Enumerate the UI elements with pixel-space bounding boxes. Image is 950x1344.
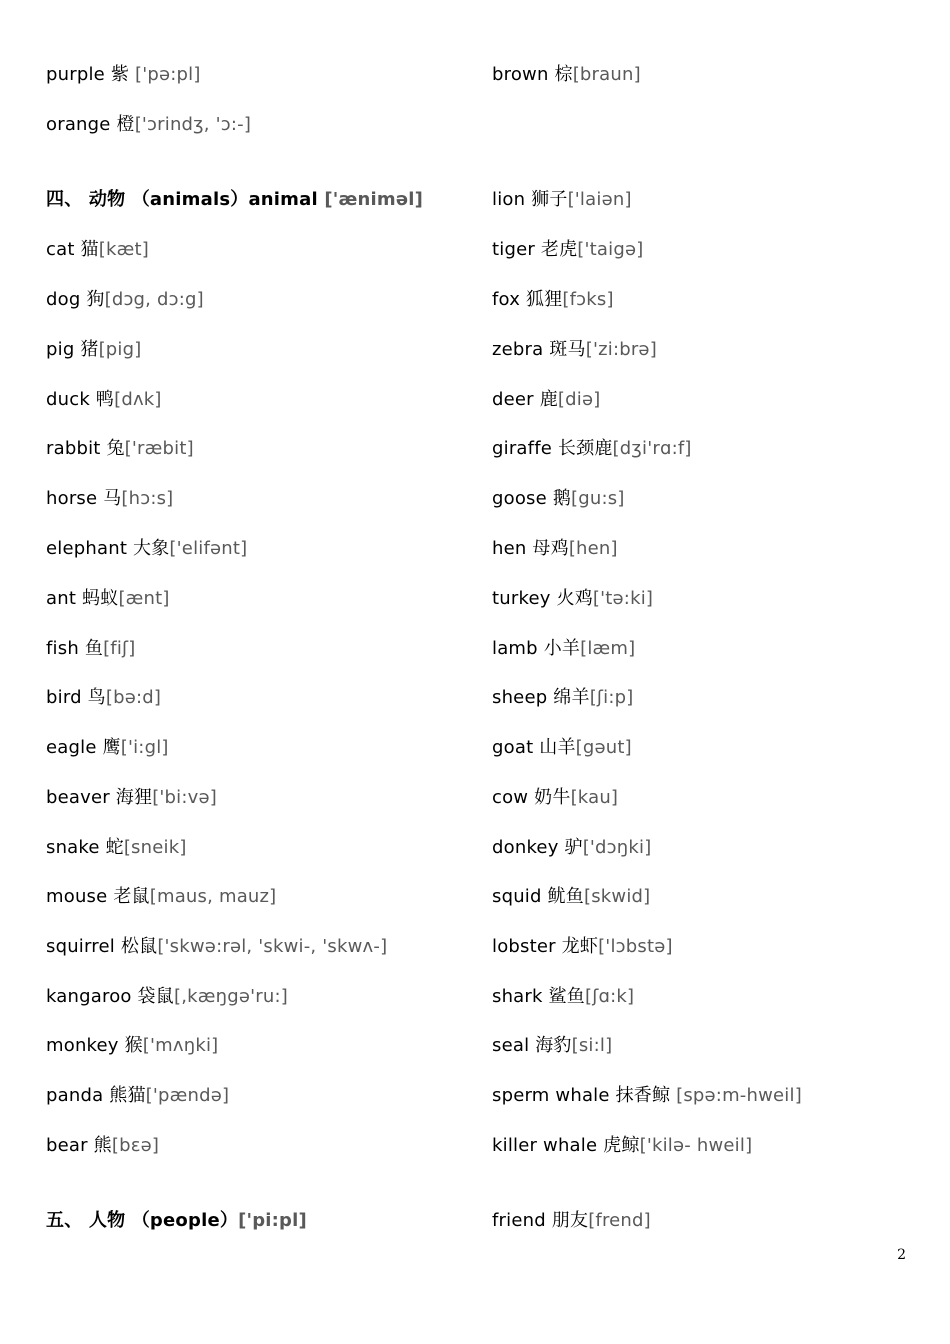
english-word: sperm whale — [492, 1085, 610, 1106]
english-word: lion — [492, 189, 526, 210]
english-word: panda — [46, 1085, 104, 1106]
chinese-translation: 鸭 — [89, 389, 115, 410]
english-word: squid — [492, 886, 542, 907]
phonetic-transcription: [dʒi'rɑ:f] — [612, 438, 692, 459]
phonetic-transcription: [sneik] — [123, 837, 187, 858]
phonetic-transcription: ['elifənt] — [169, 538, 248, 559]
vocab-entry — [492, 1135, 752, 1157]
chinese-translation: 长颈鹿 — [552, 438, 613, 459]
vocab-entry — [492, 189, 632, 211]
english-word: eagle — [46, 737, 97, 758]
vocab-entry — [46, 886, 276, 908]
phonetic-transcription: ['tə:ki] — [592, 588, 654, 609]
phonetic-transcription: [dʌk] — [114, 389, 162, 410]
english-word: kangaroo — [46, 986, 132, 1007]
vocab-entry — [492, 1210, 651, 1232]
phonetic-transcription: ['kilə- hweil] — [639, 1135, 753, 1156]
chinese-translation: 橙 — [110, 114, 135, 135]
chinese-translation: 绵羊 — [547, 687, 590, 708]
english-word: seal — [492, 1035, 530, 1056]
phonetic-transcription: ['skwə:rəl, 'skwi-, 'skwʌ-] — [157, 936, 388, 957]
vocab-entry — [46, 114, 251, 136]
vocab-entry — [46, 1085, 229, 1107]
chinese-translation: 鲨鱼 — [542, 986, 585, 1007]
chinese-translation: 朋友 — [545, 1210, 589, 1231]
chinese-translation: 斑马 — [543, 339, 586, 360]
chinese-translation: 狮子 — [525, 189, 568, 210]
chinese-translation: 虎鲸 — [597, 1135, 640, 1156]
english-word: bear — [46, 1135, 88, 1156]
chinese-translation: 海豹 — [529, 1035, 572, 1056]
english-word: donkey — [492, 837, 559, 858]
vocab-entry — [46, 986, 288, 1008]
phonetic-transcription: ['ænimәl] — [317, 189, 424, 210]
vocab-entry — [46, 1135, 159, 1157]
english-word: duck — [46, 389, 90, 410]
phonetic-transcription: [skwid] — [583, 886, 651, 907]
phonetic-transcription: [dɔg, dɔ:g] — [104, 289, 204, 310]
english-word: orange — [46, 114, 111, 135]
vocab-entry — [492, 936, 673, 958]
phonetic-transcription: [si:l] — [571, 1035, 613, 1056]
vocab-entry — [492, 239, 643, 261]
chinese-translation: 鱼 — [78, 638, 104, 659]
vocab-entry — [46, 936, 387, 958]
vocab-entry — [492, 1085, 802, 1107]
english-word: goat — [492, 737, 534, 758]
english-word: mouse — [46, 886, 108, 907]
vocab-entry — [46, 1035, 218, 1057]
chinese-translation: 山羊 — [533, 737, 576, 758]
phonetic-transcription: [læm] — [580, 638, 636, 659]
phonetic-transcription: [kæt] — [98, 239, 149, 260]
vocab-entry — [492, 339, 657, 361]
vocab-entry — [492, 1035, 612, 1057]
chinese-translation: 熊猫 — [103, 1085, 146, 1106]
phonetic-transcription: [bə:d] — [105, 687, 162, 708]
chinese-translation: 马 — [97, 488, 122, 509]
phonetic-transcription: ['mʌŋki] — [142, 1035, 219, 1056]
vocab-entry — [492, 886, 650, 908]
chinese-translation: 火鸡 — [550, 588, 593, 609]
phonetic-transcription: [fiʃ] — [103, 638, 136, 659]
section-heading — [46, 1210, 307, 1232]
english-word: 四、 动物 （animals）animal — [46, 189, 318, 210]
phonetic-transcription: ['laiən] — [567, 189, 632, 210]
phonetic-transcription: [frend] — [588, 1210, 651, 1231]
chinese-translation: 蚂蚁 — [76, 588, 119, 609]
english-word: brown — [492, 64, 549, 85]
vocab-entry — [492, 986, 634, 1008]
chinese-translation: 熊 — [87, 1135, 112, 1156]
english-word: bird — [46, 687, 82, 708]
phonetic-transcription: ['pændə] — [145, 1085, 230, 1106]
page-number: 2 — [897, 1247, 906, 1263]
chinese-translation: 鱿鱼 — [541, 886, 584, 907]
english-word: lamb — [492, 638, 538, 659]
phonetic-transcription: [ʃɑ:k] — [584, 986, 635, 1007]
vocab-entry — [46, 837, 187, 859]
phonetic-transcription: ['ræbit] — [124, 438, 194, 459]
english-word: sheep — [492, 687, 548, 708]
chinese-translation: 鹰 — [96, 737, 121, 758]
vocab-entry — [492, 488, 625, 510]
phonetic-transcription: [bɛə] — [111, 1135, 160, 1156]
english-word: monkey — [46, 1035, 119, 1056]
phonetic-transcription: [pig] — [98, 339, 142, 360]
chinese-translation: 驴 — [558, 837, 583, 858]
english-word: snake — [46, 837, 100, 858]
chinese-translation: 猫 — [74, 239, 99, 260]
english-word: zebra — [492, 339, 544, 360]
vocab-entry — [492, 64, 641, 86]
chinese-translation: 紫 — [104, 64, 130, 85]
english-word: horse — [46, 488, 98, 509]
english-word: cow — [492, 787, 529, 808]
chinese-translation: 松鼠 — [114, 936, 158, 957]
vocab-entry — [492, 687, 634, 709]
vocab-entry — [492, 289, 614, 311]
vocab-entry — [492, 787, 618, 809]
english-word: dog — [46, 289, 81, 310]
chinese-translation: 老虎 — [534, 239, 578, 260]
chinese-translation: 小羊 — [537, 638, 581, 659]
vocab-entry — [46, 638, 136, 660]
english-word: giraffe — [492, 438, 553, 459]
phonetic-transcription: ['bi:və] — [152, 787, 217, 808]
phonetic-transcription: [maus, mauz] — [149, 886, 277, 907]
english-word: deer — [492, 389, 534, 410]
phonetic-transcription: ['i:gl] — [120, 737, 169, 758]
english-word: cat — [46, 239, 75, 260]
vocab-entry — [492, 538, 618, 560]
english-word: beaver — [46, 787, 110, 808]
vocab-entry — [492, 389, 600, 411]
vocab-entry — [492, 638, 635, 660]
phonetic-transcription: [gu:s] — [571, 488, 625, 509]
phonetic-transcription: [spə:m-hweil] — [670, 1085, 802, 1106]
vocab-entry — [492, 588, 653, 610]
vocab-entry — [46, 488, 173, 510]
phonetic-transcription: [fɔks] — [562, 289, 614, 310]
chinese-translation: 袋鼠 — [131, 986, 174, 1007]
vocab-entry — [46, 438, 194, 460]
english-word: squirrel — [46, 936, 115, 957]
english-word: friend — [492, 1210, 546, 1231]
phonetic-transcription: [gəut] — [575, 737, 632, 758]
chinese-translation: 鸟 — [81, 687, 106, 708]
chinese-translation: 猪 — [74, 339, 99, 360]
phonetic-transcription: ['taigə] — [577, 239, 644, 260]
vocab-entry — [46, 339, 141, 361]
vocab-entry — [46, 538, 247, 560]
phonetic-transcription: [braun] — [572, 64, 641, 85]
chinese-translation: 抹香鲸 — [609, 1085, 671, 1106]
vocab-entry — [46, 687, 161, 709]
english-word: purple — [46, 64, 105, 85]
chinese-translation: 鹅 — [546, 488, 572, 509]
vocab-entry — [492, 438, 692, 460]
vocab-entry — [46, 64, 201, 86]
english-word: pig — [46, 339, 75, 360]
phonetic-transcription: ['dɔŋki] — [582, 837, 652, 858]
english-word: fish — [46, 638, 79, 659]
chinese-translation: 狐狸 — [520, 289, 563, 310]
phonetic-transcription: [ʃi:p] — [589, 687, 634, 708]
chinese-translation: 鹿 — [533, 389, 558, 410]
phonetic-transcription: [kau] — [570, 787, 619, 808]
phonetic-transcription: [,kæŋgə'ru:] — [173, 986, 288, 1007]
vocab-entry — [492, 837, 651, 859]
english-word: rabbit — [46, 438, 101, 459]
phonetic-transcription: [hɔ:s] — [121, 488, 174, 509]
english-word: elephant — [46, 538, 128, 559]
chinese-translation: 猴 — [118, 1035, 143, 1056]
chinese-translation: 母鸡 — [526, 538, 569, 559]
chinese-translation: 兔 — [100, 438, 125, 459]
english-word: turkey — [492, 588, 551, 609]
chinese-translation: 龙虾 — [555, 936, 599, 957]
phonetic-transcription: ['ɔrindʒ, 'ɔ:-] — [134, 114, 252, 135]
chinese-translation: 老鼠 — [107, 886, 150, 907]
vocab-entry — [46, 389, 162, 411]
chinese-translation: 棕 — [548, 64, 573, 85]
chinese-translation: 海狸 — [109, 787, 153, 808]
chinese-translation: 奶牛 — [528, 787, 571, 808]
section-heading — [46, 189, 423, 211]
english-word: 五、 人物 （people） — [46, 1210, 239, 1231]
english-word: lobster — [492, 936, 556, 957]
vocab-entry — [46, 588, 170, 610]
phonetic-transcription: ['zi:brə] — [585, 339, 657, 360]
chinese-translation: 大象 — [127, 538, 170, 559]
vocab-entry — [46, 239, 149, 261]
phonetic-transcription: [hen] — [568, 538, 618, 559]
english-word: hen — [492, 538, 527, 559]
english-word: ant — [46, 588, 77, 609]
vocab-entry — [46, 737, 169, 759]
english-word: shark — [492, 986, 543, 1007]
phonetic-transcription: [diə] — [557, 389, 601, 410]
english-word: killer whale — [492, 1135, 598, 1156]
chinese-translation: 蛇 — [99, 837, 124, 858]
vocab-entry — [46, 289, 204, 311]
phonetic-transcription: ['pə:pl] — [129, 64, 201, 85]
phonetic-transcription: [ænt] — [118, 588, 170, 609]
english-word: tiger — [492, 239, 535, 260]
vocab-entry — [46, 787, 217, 809]
phonetic-transcription: ['lɔbstə] — [598, 936, 673, 957]
vocab-entry — [492, 737, 632, 759]
english-word: fox — [492, 289, 521, 310]
phonetic-transcription: ['pi:pl] — [238, 1210, 307, 1231]
english-word: goose — [492, 488, 547, 509]
chinese-translation: 狗 — [80, 289, 105, 310]
